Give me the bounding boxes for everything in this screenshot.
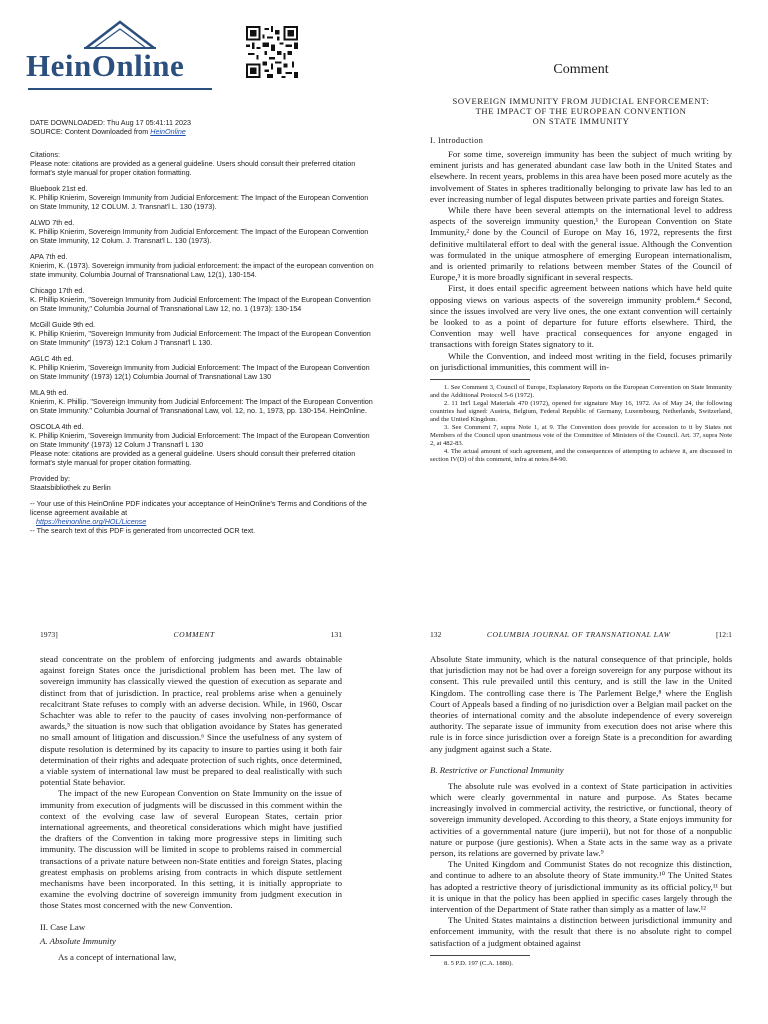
article-page-131	[40, 630, 342, 963]
footnote: 2. 11 Int'l Legal Materials 470 (1972), opened for signature May 16, 1972. As of May 24, the following countries had signed: Austria, Belgium, Federal Republic of Germany, Luxembourg, Netherlands, Switzerland, and the United Kingdom.	[430, 400, 732, 424]
paragraph: As a concept of international law,	[58, 951, 177, 962]
citation-bluebook: Bluebook 21st ed. K. Phillip Knierim, Sovereign Immunity from Judicial Enforcement: The Impact of the European Convention on State Immunity, 12 COLUM. J. Transnat'l L. 130 (1973).	[30, 184, 369, 211]
paragraph: The United Kingdom and Communist States do not recognize this distinction, and continue to adhere to an absolute theory of State immunity.¹⁰ The United States has adopted a restrictive theory of jurisdictional immunity as its official policy,¹¹ but it is unique in that the policy has been applied in specific cases largely through the intervention of the Department of State rather than simply as a matter of law.¹²	[430, 859, 732, 915]
citation-alwd: ALWD 7th ed. K. Phillip Knierim, Sovereign Immunity from Judicial Enforcement: The Impact of the European Convention on State Immunity, 12 Colum. J. Transnat'l L. 130 (1973).	[30, 218, 369, 245]
citation-chicago: Chicago 17th ed. K. Phillip Knierim, "Sovereign Immunity from Judicial Enforcement: The Impact of the European Convention on State Immunity," Columbia Journal of Transnational Law 12, no. 1 (1973): 130-154	[30, 286, 371, 313]
section-heading: I. Introduction	[430, 136, 484, 145]
article-title: SOVEREIGN IMMUNITY FROM JUDICIAL ENFORCEMENT: THE IMPACT OF THE EUROPEAN CONVENTION ON STATE IMMUNITY	[452, 96, 710, 126]
paragraph: The absolute rule was evolved in a context of State participation in activities which were clearly governmental in nature and purpose. As States became increasingly involved in commercial activity, the restrictive, or functional, theory of sovereign immunity developed. According to this theory, a State enjoys immunity for activities of a governmental nature (jure imperii), but not for those of a nonpublic nature or purpose (jure gestionis). When a State acts in the same way as a private person, its relations are governed by private law.⁹	[430, 780, 732, 859]
citation-mla: MLA 9th ed. Knierim, K. Phillip. "Sovereign Immunity from Judicial Enforcement: The Impact of the European Convention on State Immunity." Columbia Journal of Transnational Law, vol. 12, no. 1, 1973, pp. 130-154. HeinOnline.	[30, 388, 373, 415]
footnote-rule	[430, 379, 530, 380]
citation-aglc: AGLC 4th ed. K. Phillip Knierim, 'Sovereign Immunity from Judicial Enforcement: The Impact of the European Convention on State Immunity' (1973) 12(1) Columbia Journal of Transnational Law 130	[30, 354, 370, 381]
paragraph: While the Convention, and indeed most writing in the field, focuses primarily on jurisdictional immunities, this comment will in-	[430, 350, 732, 372]
footnote-rule	[430, 955, 530, 956]
cover-sheet	[30, 118, 375, 535]
paragraph: First, it does entail specific agreement between nations which have held quite opposing views on various aspects of the sovereign immunity problem.⁴ Second, since the issues involved are very live ones, the one extant convention will certainly be looked to as a point of departure for future efforts elsewhere. Third, the Convention may well have practical consequences for anyone engaged in transactions with foreign States signatory to it.	[430, 283, 732, 350]
paragraph: stead concentrate on the problem of enforcing judgments and awards obtainable against foreign States once the jurisdictional problem has been met. The law of sovereign immunity has classically viewed the question of execution as separate and distinct from that of jurisdiction. In practice, real problems arise when a genuinely recalcitrant State refuses to comply with an adverse decision. While, in 1960, Oscar Schachter was able to refer to the paucity of cases involving non-performance of awards,⁵ the situation is now such that obligation avoidance by States has generated no small amount of litigation and discussion.⁶ Since the usefulness of any system of dispute resolution is determined by its capacity to insure to parties using it both fair determination of their rights and adequate protection of such rights, once determined, a viable system of international law must be prepared to deal realistically with such potential State behavior.	[40, 654, 342, 788]
citation-oscola: OSCOLA 4th ed. K. Phillip Knierim, 'Sovereign Immunity from Judicial Enforcement: The Impact of the European Convention on State Immunity' (1973) 12 Colum J Transnat'l L 130 Please note: citations are provided as a general guideline. Users should consult their preferred citation format's style manual for proper citation formatting.	[30, 422, 370, 467]
footnote: 1. See Comment 3, Council of Europe, Explanatory Reports on the European Convention on State Immunity and the Additional Protocol 5-6 (1972).	[430, 384, 732, 400]
footnote: 4. The actual amount of such agreement, and the consequences of attempting to achieve it, are discussed in section IV(D) of this comment, infra at notes 84-90.	[430, 448, 732, 464]
citations-heading: Citations:	[30, 150, 60, 159]
footnote: 3. See Comment 7, supra Note 1, at 9. The Convention does provide for accession to it by States not Members of the Council upon unanimous vote of the Committee of Ministers of the Council. Art. 37, supra Note 2, at 482-83.	[430, 424, 732, 448]
paragraph: For some time, sovereign immunity has been the subject of much writing by eminent jurists and has generated abundant case law both in the United States and elsewhere. In recent years, problems in this area have been posed more acutely as the involvement of States in spheres traditionally belonging to private law has led to an ever increasing number of legal disputes between private parties and foreign States.	[430, 149, 732, 204]
building-roof-icon	[84, 18, 156, 50]
article-first-page	[430, 62, 732, 464]
citations-note: Please note: citations are provided as a general guideline. Users should consult their preferred citation format's style manual for proper citation formatting.	[30, 159, 356, 177]
citation-mcgill: McGill Guide 9th ed. K. Phillip Knierim, "Sovereign Immunity from Judicial Enforcement: The Impact of the European Convention on State Immunity" (1973) 12:1 Colum J Transnat'l L 130.	[30, 320, 371, 347]
ocr-note: -- The search text of this PDF is generated from uncorrected OCR text.	[30, 526, 256, 535]
paragraph: While there have been several attempts on the international level to address aspects of the sovereign immunity question,¹ the European Convention on State Immunity,² done by the Council of Europe on May 16, 1972, represents the first definitive multilateral effort to deal with the general issue. Although the Convention was formulated in the unique atmosphere of emerging European internationalism, and is oriented primarily to relations between member States of the Council of Europe,³ it is more broadly significant in several respects.	[430, 205, 732, 283]
provided-by: Provided by: Staatsbibliothek zu Berlin	[30, 474, 111, 492]
paragraph: The impact of the new European Convention on State Immunity on the issue of immunity from execution of judgments will be discussed in this comment within the context of the evolving case law of several European States, certain prior international agreements, and theoretical considerations which might have justified the drafters of the Convention in taking more progressive steps in limiting such immunity. The discussion will be limited in scope to problems raised in commercial transactions of a private nature between non-State entities and foreign States, placing greatest emphasis on problems arising from contracts in which dispute settlement mechanisms have been incorporated. In this setting, it is initially appropriate to examine the evolving doctrine of sovereign immunity from judgment execution in those States most concerned with the new Convention.	[40, 788, 342, 911]
section-heading: II. Case Law	[40, 921, 86, 932]
logo-wordmark: HeinOnline	[26, 48, 185, 83]
license-link[interactable]: https://heinonline.org/HOL/License	[36, 517, 147, 526]
running-head: 132 COLUMBIA JOURNAL OF TRANSNATIONAL LAW [12:1	[430, 630, 732, 639]
source-line: SOURCE: Content Downloaded from HeinOnline	[30, 127, 186, 136]
paragraph: Absolute State immunity, which is the natural consequence of that principle, holds that jurisdiction may not be had over a foreign sovereign for any purpose without its consent. This rule prevailed until this century, and is still the law in the United Kingdom. The controlling case there is The Parlement Belge,⁸ where the English Court of Appeals based a finding of no jurisdiction over a Belgian mail packet on the theories of international comity and the absolute independence of every sovereign authority. The separate issue of immunity from execution does not arise where this rule is in force since jurisdiction over a foreign State is a precondition for awarding any judgment against such a State.	[430, 654, 732, 754]
heinonline-logo	[26, 18, 216, 88]
date-downloaded: DATE DOWNLOADED: Thu Aug 17 05:41:11 2023	[30, 118, 192, 127]
terms-notice: -- Your use of this HeinOnline PDF indicates your acceptance of HeinOnline's Terms and Conditions of the license agreement available at https://heinonline.org/HOL/License -- The search text of this PDF is generated from uncorrected OCR text.	[30, 499, 375, 535]
running-head: 1973] COMMENT 131	[40, 630, 342, 639]
qr-code-icon	[246, 26, 298, 78]
footnote: 8. 5 P.D. 197 (C.A. 1880).	[444, 959, 514, 967]
citation-apa: APA 7th ed. Knierim, K. (1973). Sovereign immunity from judicial enforcement: the impact of the european convention on state immunity. Columbia Journal of Transnational Law, 12(1), 130-154.	[30, 252, 374, 279]
heinonline-link[interactable]: HeinOnline	[150, 127, 186, 136]
paragraph: The United States maintains a distinction between jurisdictional immunity and enforcement immunity, with the result that there is no absolute right to compel satisfaction of a judgment obtained against	[430, 915, 732, 948]
article-page-132	[430, 630, 732, 968]
subsection-heading: A. Absolute Immunity	[40, 935, 116, 946]
subsection-heading: B. Restrictive or Functional Immunity	[430, 764, 564, 775]
page-heading: Comment	[553, 62, 609, 77]
